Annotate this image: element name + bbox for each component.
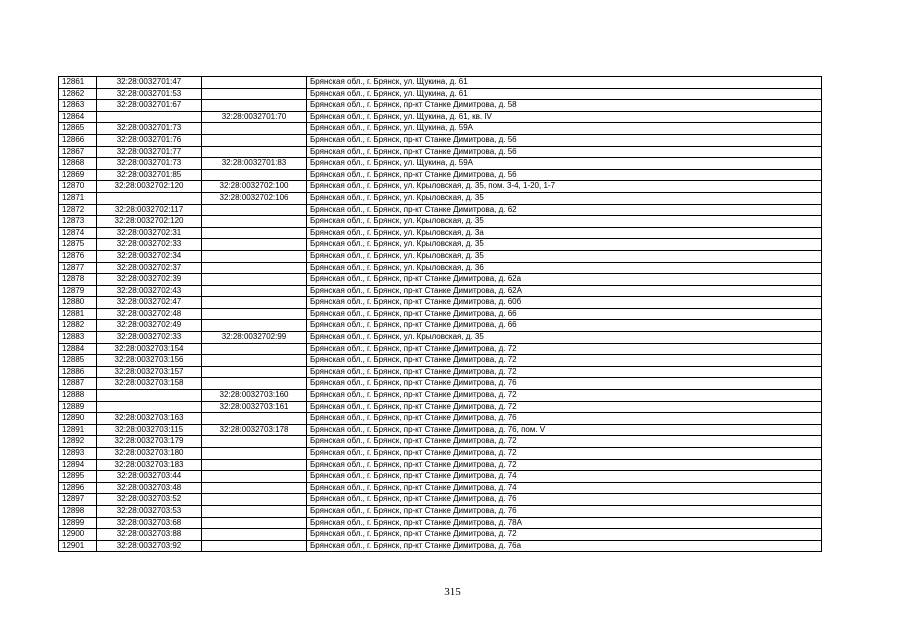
cadastral-number-cell	[97, 192, 202, 204]
address-cell: Брянская обл., г. Брянск, пр-кт Станке Димитрова, д. 58	[307, 100, 822, 112]
building-cadastral-number-cell	[202, 262, 307, 274]
address-cell: Брянская обл., г. Брянск, ул. Щукина, д. 59А	[307, 158, 822, 170]
building-cadastral-number-cell	[202, 239, 307, 251]
cadastral-number-cell: 32:28:0032703:92	[97, 540, 202, 552]
row-number-cell: 12861	[59, 77, 97, 89]
cadastral-number-cell: 32:28:0032703:68	[97, 517, 202, 529]
cadastral-number-cell: 32:28:0032702:120	[97, 216, 202, 228]
building-cadastral-number-cell	[202, 274, 307, 286]
row-number-cell: 12881	[59, 308, 97, 320]
row-number-cell: 12875	[59, 239, 97, 251]
row-number-cell: 12890	[59, 413, 97, 425]
cadastral-number-cell: 32:28:0032703:88	[97, 529, 202, 541]
address-cell: Брянская обл., г. Брянск, пр-кт Станке Димитрова, д. 72	[307, 355, 822, 367]
cadastral-number-cell: 32:28:0032703:52	[97, 494, 202, 506]
table-row	[59, 146, 822, 158]
table-row	[59, 274, 822, 286]
cadastral-number-cell: 32:28:0032701:76	[97, 134, 202, 146]
building-cadastral-number-cell	[202, 169, 307, 181]
address-cell: Брянская обл., г. Брянск, пр-кт Станке Димитрова, д. 72	[307, 366, 822, 378]
building-cadastral-number-cell	[202, 471, 307, 483]
table-row	[59, 343, 822, 355]
address-cell: Брянская обл., г. Брянск, пр-кт Станке Димитрова, д. 56	[307, 146, 822, 158]
cadastral-number-cell: 32:28:0032702:39	[97, 274, 202, 286]
address-cell: Брянская обл., г. Брянск, пр-кт Станке Димитрова, д. 78А	[307, 517, 822, 529]
cadastral-number-cell: 32:28:0032702:37	[97, 262, 202, 274]
building-cadastral-number-cell	[202, 134, 307, 146]
table-row	[59, 297, 822, 309]
cadastral-number-cell: 32:28:0032701:47	[97, 77, 202, 89]
building-cadastral-number-cell	[202, 494, 307, 506]
cadastral-number-cell: 32:28:0032702:34	[97, 250, 202, 262]
address-cell: Брянская обл., г. Брянск, пр-кт Станке Димитрова, д. 74	[307, 471, 822, 483]
row-number-cell: 12877	[59, 262, 97, 274]
cadastral-number-cell: 32:28:0032702:49	[97, 320, 202, 332]
table-row	[59, 111, 822, 123]
building-cadastral-number-cell	[202, 320, 307, 332]
row-number-cell: 12895	[59, 471, 97, 483]
table-row	[59, 227, 822, 239]
row-number-cell: 12865	[59, 123, 97, 135]
cadastral-number-cell: 32:28:0032702:48	[97, 308, 202, 320]
address-cell: Брянская обл., г. Брянск, ул. Щукина, д. 59А	[307, 123, 822, 135]
table-row	[59, 355, 822, 367]
address-cell: Брянская обл., г. Брянск, пр-кт Станке Димитрова, д. 66	[307, 308, 822, 320]
cadastral-number-cell: 32:28:0032703:183	[97, 459, 202, 471]
address-cell: Брянская обл., г. Брянск, пр-кт Станке Димитрова, д. 62	[307, 204, 822, 216]
table-row	[59, 204, 822, 216]
address-cell: Брянская обл., г. Брянск, пр-кт Станке Димитрова, д. 76	[307, 494, 822, 506]
address-cell: Брянская обл., г. Брянск, ул. Крыловская, д. 35	[307, 192, 822, 204]
cadastral-number-cell: 32:28:0032702:117	[97, 204, 202, 216]
building-cadastral-number-cell	[202, 482, 307, 494]
building-cadastral-number-cell	[202, 250, 307, 262]
address-cell: Брянская обл., г. Брянск, пр-кт Станке Димитрова, д. 72	[307, 390, 822, 402]
cadastral-number-cell: 32:28:0032703:163	[97, 413, 202, 425]
building-cadastral-number-cell: 32:28:0032701:70	[202, 111, 307, 123]
table-row	[59, 134, 822, 146]
cadastral-number-cell: 32:28:0032703:44	[97, 471, 202, 483]
table-row	[59, 123, 822, 135]
address-cell: Брянская обл., г. Брянск, пр-кт Станке Димитрова, д. 56	[307, 169, 822, 181]
table-row	[59, 262, 822, 274]
building-cadastral-number-cell: 32:28:0032702:99	[202, 332, 307, 344]
address-cell: Брянская обл., г. Брянск, ул. Крыловская, д. 35	[307, 332, 822, 344]
cadastral-number-cell: 32:28:0032701:85	[97, 169, 202, 181]
building-cadastral-number-cell	[202, 204, 307, 216]
address-cell: Брянская обл., г. Брянск, ул. Крыловская, д. 35, пом. 3-4, 1-20, 1-7	[307, 181, 822, 193]
building-cadastral-number-cell: 32:28:0032702:100	[202, 181, 307, 193]
table-row	[59, 424, 822, 436]
row-number-cell: 12891	[59, 424, 97, 436]
address-cell: Брянская обл., г. Брянск, пр-кт Станке Димитрова, д. 76	[307, 413, 822, 425]
building-cadastral-number-cell	[202, 366, 307, 378]
table-row	[59, 390, 822, 402]
row-number-cell: 12874	[59, 227, 97, 239]
building-cadastral-number-cell: 32:28:0032703:161	[202, 401, 307, 413]
address-cell: Брянская обл., г. Брянск, пр-кт Станке Димитрова, д. 72	[307, 343, 822, 355]
building-cadastral-number-cell	[202, 505, 307, 517]
row-number-cell: 12879	[59, 285, 97, 297]
address-cell: Брянская обл., г. Брянск, пр-кт Станке Димитрова, д. 72	[307, 459, 822, 471]
table-row	[59, 459, 822, 471]
building-cadastral-number-cell	[202, 355, 307, 367]
address-cell: Брянская обл., г. Брянск, пр-кт Станке Димитрова, д. 56	[307, 134, 822, 146]
row-number-cell: 12870	[59, 181, 97, 193]
row-number-cell: 12900	[59, 529, 97, 541]
table-row	[59, 505, 822, 517]
row-number-cell: 12887	[59, 378, 97, 390]
address-cell: Брянская обл., г. Брянск, ул. Щукина, д. 61	[307, 88, 822, 100]
row-number-cell: 12898	[59, 505, 97, 517]
row-number-cell: 12897	[59, 494, 97, 506]
building-cadastral-number-cell	[202, 378, 307, 390]
row-number-cell: 12864	[59, 111, 97, 123]
table-row	[59, 401, 822, 413]
address-cell: Брянская обл., г. Брянск, пр-кт Станке Димитрова, д. 76	[307, 505, 822, 517]
table-row	[59, 216, 822, 228]
building-cadastral-number-cell: 32:28:0032703:178	[202, 424, 307, 436]
building-cadastral-number-cell	[202, 146, 307, 158]
address-cell: Брянская обл., г. Брянск, пр-кт Станке Димитрова, д. 72	[307, 448, 822, 460]
cadastral-number-cell: 32:28:0032701:53	[97, 88, 202, 100]
cadastral-number-cell: 32:28:0032703:158	[97, 378, 202, 390]
cadastral-number-cell: 32:28:0032703:154	[97, 343, 202, 355]
building-cadastral-number-cell	[202, 285, 307, 297]
table-row	[59, 192, 822, 204]
row-number-cell: 12901	[59, 540, 97, 552]
row-number-cell: 12868	[59, 158, 97, 170]
table-row	[59, 181, 822, 193]
row-number-cell: 12892	[59, 436, 97, 448]
building-cadastral-number-cell	[202, 448, 307, 460]
cadastral-number-cell	[97, 111, 202, 123]
address-cell: Брянская обл., г. Брянск, пр-кт Станке Димитрова, д. 62а	[307, 274, 822, 286]
address-cell: Брянская обл., г. Брянск, ул. Крыловская, д. 35	[307, 250, 822, 262]
row-number-cell: 12869	[59, 169, 97, 181]
building-cadastral-number-cell	[202, 540, 307, 552]
table-row	[59, 239, 822, 251]
cadastral-number-cell: 32:28:0032703:180	[97, 448, 202, 460]
table-row	[59, 77, 822, 89]
address-cell: Брянская обл., г. Брянск, пр-кт Станке Димитрова, д. 76	[307, 378, 822, 390]
building-cadastral-number-cell	[202, 123, 307, 135]
row-number-cell: 12885	[59, 355, 97, 367]
address-cell: Брянская обл., г. Брянск, пр-кт Станке Димитрова, д. 66	[307, 320, 822, 332]
address-cell: Брянская обл., г. Брянск, пр-кт Станке Димитрова, д. 74	[307, 482, 822, 494]
row-number-cell: 12866	[59, 134, 97, 146]
row-number-cell: 12893	[59, 448, 97, 460]
table-row	[59, 285, 822, 297]
address-cell: Брянская обл., г. Брянск, пр-кт Станке Димитрова, д. 76, пом. V	[307, 424, 822, 436]
cadastral-number-cell: 32:28:0032703:115	[97, 424, 202, 436]
table-row	[59, 308, 822, 320]
building-cadastral-number-cell	[202, 88, 307, 100]
building-cadastral-number-cell	[202, 343, 307, 355]
row-number-cell: 12872	[59, 204, 97, 216]
address-cell: Брянская обл., г. Брянск, пр-кт Станке Димитрова, д. 72	[307, 436, 822, 448]
cadastral-number-cell: 32:28:0032701:73	[97, 158, 202, 170]
building-cadastral-number-cell	[202, 459, 307, 471]
table-row	[59, 494, 822, 506]
row-number-cell: 12863	[59, 100, 97, 112]
cadastral-number-cell: 32:28:0032703:157	[97, 366, 202, 378]
cadastral-number-cell	[97, 401, 202, 413]
cadastral-number-cell: 32:28:0032701:67	[97, 100, 202, 112]
address-cell: Брянская обл., г. Брянск, ул. Крыловская, д. 36	[307, 262, 822, 274]
table-row	[59, 413, 822, 425]
row-number-cell: 12884	[59, 343, 97, 355]
address-cell: Брянская обл., г. Брянск, пр-кт Станке Димитрова, д. 60б	[307, 297, 822, 309]
table-row	[59, 540, 822, 552]
row-number-cell: 12876	[59, 250, 97, 262]
table-row	[59, 529, 822, 541]
building-cadastral-number-cell	[202, 227, 307, 239]
table-row	[59, 448, 822, 460]
table-row	[59, 366, 822, 378]
address-cell: Брянская обл., г. Брянск, пр-кт Станке Димитрова, д. 72	[307, 401, 822, 413]
address-cell: Брянская обл., г. Брянск, пр-кт Станке Димитрова, д. 62А	[307, 285, 822, 297]
table-row	[59, 436, 822, 448]
table-row	[59, 250, 822, 262]
cadastral-number-cell: 32:28:0032702:33	[97, 239, 202, 251]
address-cell: Брянская обл., г. Брянск, ул. Крыловская, д. 35	[307, 216, 822, 228]
row-number-cell: 12880	[59, 297, 97, 309]
row-number-cell: 12878	[59, 274, 97, 286]
row-number-cell: 12871	[59, 192, 97, 204]
table-row	[59, 100, 822, 112]
row-number-cell: 12888	[59, 390, 97, 402]
cadastral-number-cell: 32:28:0032701:73	[97, 123, 202, 135]
cadastral-number-cell: 32:28:0032703:53	[97, 505, 202, 517]
address-cell: Брянская обл., г. Брянск, пр-кт Станке Димитрова, д. 76а	[307, 540, 822, 552]
cadastral-number-cell: 32:28:0032703:156	[97, 355, 202, 367]
row-number-cell: 12882	[59, 320, 97, 332]
table-row	[59, 320, 822, 332]
building-cadastral-number-cell	[202, 216, 307, 228]
table-row	[59, 482, 822, 494]
building-cadastral-number-cell: 32:28:0032702:106	[202, 192, 307, 204]
building-cadastral-number-cell	[202, 100, 307, 112]
address-cell: Брянская обл., г. Брянск, ул. Крыловская, д. 35	[307, 239, 822, 251]
row-number-cell: 12867	[59, 146, 97, 158]
row-number-cell: 12886	[59, 366, 97, 378]
row-number-cell: 12889	[59, 401, 97, 413]
table-row	[59, 517, 822, 529]
row-number-cell: 12899	[59, 517, 97, 529]
table-row	[59, 169, 822, 181]
table-row	[59, 332, 822, 344]
cadastral-number-cell: 32:28:0032702:33	[97, 332, 202, 344]
building-cadastral-number-cell	[202, 436, 307, 448]
building-cadastral-number-cell	[202, 308, 307, 320]
cadastral-number-cell: 32:28:0032702:43	[97, 285, 202, 297]
row-number-cell: 12873	[59, 216, 97, 228]
building-cadastral-number-cell	[202, 517, 307, 529]
address-cell: Брянская обл., г. Брянск, ул. Щукина, д. 61	[307, 77, 822, 89]
building-cadastral-number-cell	[202, 529, 307, 541]
building-cadastral-number-cell	[202, 297, 307, 309]
cadastral-number-cell: 32:28:0032702:31	[97, 227, 202, 239]
cadastral-number-cell: 32:28:0032702:120	[97, 181, 202, 193]
building-cadastral-number-cell: 32:28:0032701:83	[202, 158, 307, 170]
row-number-cell: 12862	[59, 88, 97, 100]
table-row	[59, 158, 822, 170]
building-cadastral-number-cell: 32:28:0032703:160	[202, 390, 307, 402]
page-number: 315	[444, 586, 461, 598]
row-number-cell: 12883	[59, 332, 97, 344]
cadastral-number-cell: 32:28:0032701:77	[97, 146, 202, 158]
cadastral-number-cell: 32:28:0032703:48	[97, 482, 202, 494]
cadastral-number-cell: 32:28:0032702:47	[97, 297, 202, 309]
registry-table-body	[59, 77, 822, 552]
row-number-cell: 12896	[59, 482, 97, 494]
table-row	[59, 471, 822, 483]
address-cell: Брянская обл., г. Брянск, ул. Крыловская, д. 3а	[307, 227, 822, 239]
cadastral-number-cell	[97, 390, 202, 402]
address-cell: Брянская обл., г. Брянск, пр-кт Станке Димитрова, д. 72	[307, 529, 822, 541]
registry-table	[58, 76, 822, 552]
address-cell: Брянская обл., г. Брянск, ул. Щукина, д. 61, кв. IV	[307, 111, 822, 123]
building-cadastral-number-cell	[202, 413, 307, 425]
table-row	[59, 88, 822, 100]
table-row	[59, 378, 822, 390]
cadastral-number-cell: 32:28:0032703:179	[97, 436, 202, 448]
row-number-cell: 12894	[59, 459, 97, 471]
building-cadastral-number-cell	[202, 77, 307, 89]
